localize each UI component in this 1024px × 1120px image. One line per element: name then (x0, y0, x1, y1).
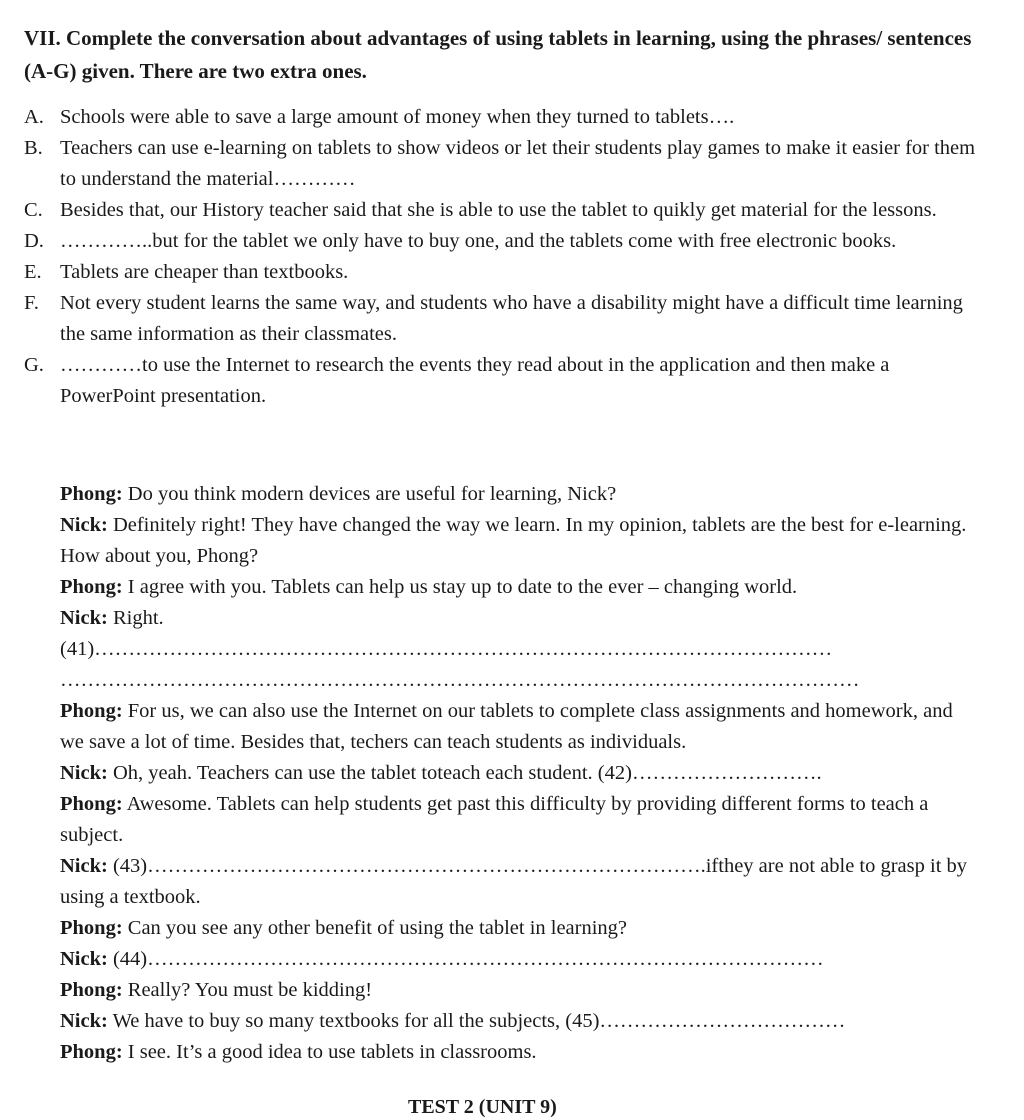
option-text: …………to use the Internet to research the events they read about in the application and then make a PowerPoint presentation. (60, 354, 890, 407)
speaker-name: Phong: (60, 917, 123, 939)
blank-line-text: ……………………………………………………………………………………………………… (60, 669, 860, 691)
dialogue-turn (60, 1006, 975, 1037)
speaker-name: Phong: (60, 979, 123, 1001)
answer-blank-41 (60, 634, 975, 665)
speaker-name: Nick: (60, 1010, 108, 1032)
option-text: …………..but for the tablet we only have to buy one, and the tablets come with free electronic books. (60, 230, 897, 252)
option-letter: E. (24, 261, 42, 283)
dialogue-text: For us, we can also use the Internet on our tablets to complete class assignments and homework, and we save a lot of time. Besides that, techers can teach students as individuals. (60, 700, 953, 753)
dialogue-turn (60, 851, 975, 913)
option-text: Teachers can use e-learning on tablets to show videos or let their students play games to make it easier for them to understand the material………… (60, 137, 976, 190)
dialogue-turn (60, 479, 975, 510)
next-section-heading: TEST 2 (UNIT 9) (408, 1096, 557, 1118)
dialogue-text: Really? You must be kidding! (122, 979, 373, 1001)
dialogue-turn (60, 696, 975, 758)
option-text: Tablets are cheaper than textbooks. (60, 261, 349, 283)
option-a (24, 102, 984, 133)
dialogue-turn (60, 789, 975, 851)
dialogue-turn (60, 572, 975, 603)
dialogue-text: Awesome. Tablets can help students get past this difficulty by providing different forms to teach a subject. (60, 793, 929, 846)
option-letter: A. (24, 106, 44, 128)
blank-line-text: (41)……………………………………………………………………………………………… (60, 638, 833, 660)
option-text: Not every student learns the same way, and students who have a disability might have a difficult time learning the same information as their classmates. (60, 292, 963, 345)
speaker-name: Phong: (60, 700, 123, 722)
dialogue-turn (60, 758, 975, 789)
speaker-name: Nick: (60, 514, 108, 536)
speaker-name: Phong: (60, 1041, 123, 1063)
option-letter: B. (24, 137, 43, 159)
option-text: Schools were able to save a large amount of money when they turned to tablets…. (60, 106, 735, 128)
speaker-name: Phong: (60, 576, 123, 598)
dialogue-text: Can you see any other benefit of using the tablet in learning? (122, 917, 628, 939)
dialogue-text: Do you think modern devices are useful for learning, Nick? (122, 483, 617, 505)
dialogue-text: I see. It’s a good idea to use tablets in classrooms. (122, 1041, 537, 1063)
dialogue-text: (43)……………………………………………………………………….ifthey are not able to grasp it by using a textbook. (60, 855, 968, 908)
option-d (24, 226, 984, 257)
option-c (24, 195, 984, 226)
dialogue-text: I agree with you. Tablets can help us stay up to date to the ever – changing world. (122, 576, 798, 598)
dialogue-turn (60, 975, 975, 1006)
option-letter: D. (24, 230, 44, 252)
option-f (24, 288, 984, 350)
option-g (24, 350, 984, 412)
dialogue-text: We have to buy so many textbooks for all the subjects, (45)……………………………… (107, 1010, 846, 1032)
dialogue-text: Definitely right! They have changed the way we learn. In my opinion, tablets are the best for e-learning. How about you, Phong? (60, 514, 967, 567)
option-e (24, 257, 984, 288)
option-b (24, 133, 984, 195)
option-letter: C. (24, 199, 43, 221)
option-letter: G. (24, 354, 44, 376)
speaker-name: Phong: (60, 483, 123, 505)
speaker-name: Nick: (60, 948, 108, 970)
dialogue-turn (60, 1037, 975, 1068)
speaker-name: Nick: (60, 855, 108, 877)
answer-blank-41-continued (60, 665, 975, 696)
conversation (60, 479, 975, 1068)
answer-options-list (24, 102, 984, 412)
speaker-name: Nick: (60, 607, 108, 629)
dialogue-text: (44)……………………………………………………………………………………… (107, 948, 824, 970)
dialogue-text: Oh, yeah. Teachers can use the tablet toteach each student. (42)………………………. (107, 762, 822, 784)
dialogue-turn (60, 603, 975, 634)
dialogue-turn (60, 510, 975, 572)
option-text: Besides that, our History teacher said that she is able to use the tablet to quikly get material for the lessons. (60, 199, 937, 221)
option-letter: F. (24, 292, 39, 314)
dialogue-turn (60, 944, 975, 975)
dialogue-turn (60, 913, 975, 944)
dialogue-text: Right. (107, 607, 164, 629)
exercise-title: VII. Complete the conversation about advantages of using tablets in learning, using the phrases/ sentences (A-G) given. There are two extra ones. (24, 26, 972, 83)
speaker-name: Phong: (60, 793, 123, 815)
speaker-name: Nick: (60, 762, 108, 784)
